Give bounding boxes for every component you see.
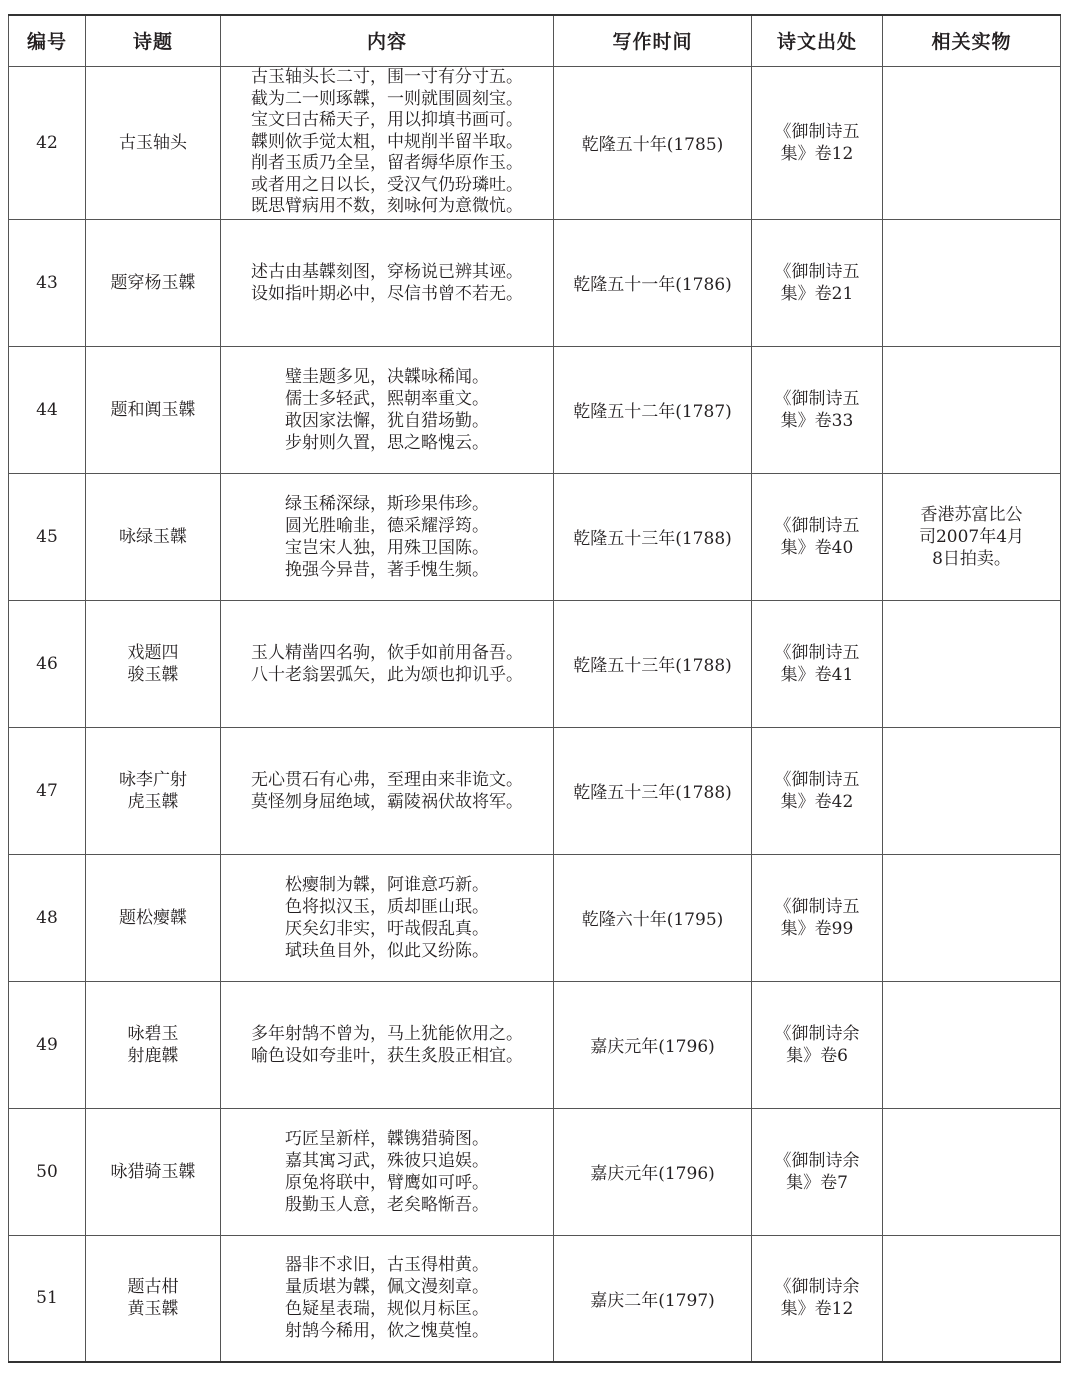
cell-source-text [775, 1023, 860, 1067]
cell-poem-title [86, 981, 221, 1108]
cell-poem-title-text [128, 1023, 179, 1067]
poem-line: 挽强今异昔，著手愧生频。 [285, 559, 489, 580]
cell-source [752, 346, 883, 473]
cell-related-artifact [883, 346, 1061, 473]
cell-poem-title [86, 600, 221, 727]
cell-writing-time: 乾隆五十二年(1787) [554, 346, 752, 473]
poem-line: 截为二一则琢韘，一则就围圆刻宝。 [251, 88, 523, 109]
poem-line: 殷勤玉人意，老矣略惭吾。 [285, 1194, 489, 1215]
poem-line: 既思臂病用不数，刻咏何为意微忼。 [251, 196, 523, 217]
cell-source [752, 981, 883, 1108]
source-line: 集》卷21 [780, 283, 854, 304]
cell-source [752, 473, 883, 600]
title-line: 射鹿韘 [127, 1045, 179, 1066]
cell-poem-title [86, 66, 221, 219]
table-row [9, 219, 1061, 346]
table-row [9, 473, 1061, 600]
header-poem-title: 诗题 [86, 15, 221, 66]
cell-source-text [775, 515, 860, 559]
cell-content [221, 1235, 554, 1362]
cell-writing-time: 嘉庆二年(1797) [554, 1235, 752, 1362]
cell-poem-title [86, 473, 221, 600]
title-line: 咏绿玉韘 [119, 526, 187, 547]
cell-poem-title-text [119, 907, 187, 929]
cell-source-text [775, 642, 860, 686]
cell-content-text [251, 1023, 523, 1067]
cell-poem-title-text [111, 272, 196, 294]
cell-content-text [251, 769, 523, 813]
cell-source [752, 1108, 883, 1235]
source-line: 《御制诗五 [774, 515, 860, 536]
poem-line: 厌矣幻非实，吁哉假乱真。 [285, 918, 489, 939]
header-row [9, 15, 1061, 66]
poem-line: 莫怪刎身屈绝域，霸陵祸伏故将军。 [251, 791, 523, 812]
poem-line: 步射则久置，思之略愧云。 [285, 432, 489, 453]
cell-content-text [285, 874, 489, 962]
title-line: 虎玉韘 [127, 791, 179, 812]
cell-writing-time: 嘉庆元年(1796) [554, 981, 752, 1108]
cell-content [221, 727, 554, 854]
cell-writing-time: 乾隆六十年(1795) [554, 854, 752, 981]
cell-related-artifact-text [919, 504, 1024, 570]
artifact-line: 司2007年4月 [918, 526, 1025, 547]
poem-line: 圆光胜喻韭，德采耀浮筠。 [285, 515, 489, 536]
poem-line: 或者用之日以长，受汉气仍玢璘吐。 [251, 174, 523, 195]
poem-line: 璧圭题多见，决韘咏稀闻。 [285, 366, 489, 387]
source-line: 《御制诗五 [774, 261, 860, 282]
cell-number: 51 [9, 1235, 86, 1362]
source-line: 集》卷12 [780, 143, 854, 164]
poem-line: 色疑星表瑞，规似月标匡。 [285, 1299, 489, 1320]
cell-poem-title-text [111, 1161, 196, 1183]
title-line: 骏玉韘 [127, 664, 179, 685]
source-line: 《御制诗余 [774, 1023, 860, 1044]
cell-source-text [775, 121, 860, 165]
source-line: 集》卷99 [780, 918, 854, 939]
table-row [9, 66, 1061, 219]
source-line: 集》卷12 [780, 1299, 854, 1320]
cell-related-artifact [883, 981, 1061, 1108]
source-line: 集》卷6 [786, 1045, 848, 1066]
cell-source-text [775, 261, 860, 305]
cell-related-artifact [883, 219, 1061, 346]
source-line: 《御制诗五 [774, 896, 860, 917]
cell-content [221, 473, 554, 600]
header-related-artifact: 相关实物 [883, 15, 1061, 66]
cell-number: 42 [9, 66, 86, 219]
poem-line: 宝文曰古稀天子，用以抑填书画可。 [251, 110, 523, 131]
cell-source [752, 219, 883, 346]
cell-content [221, 219, 554, 346]
poem-line: 设如指叶期必中，尽信书曾不若无。 [251, 283, 523, 304]
cell-poem-title [86, 727, 221, 854]
cell-writing-time: 乾隆五十一年(1786) [554, 219, 752, 346]
cell-content [221, 346, 554, 473]
title-line: 题穿杨玉韘 [110, 272, 196, 293]
poem-line: 宝岂宋人独，用殊卫国陈。 [285, 537, 489, 558]
title-line: 戏题四 [127, 642, 179, 663]
poem-line: 削者玉质乃全呈，留者缛华原作玉。 [251, 153, 523, 174]
source-line: 《御制诗五 [774, 642, 860, 663]
title-line: 咏李广射 [119, 769, 187, 790]
cell-source-text [775, 1150, 860, 1194]
poem-line: 儒士多轻武，熙朝率重文。 [285, 388, 489, 409]
cell-related-artifact [883, 854, 1061, 981]
cell-poem-title [86, 219, 221, 346]
cell-poem-title-text [128, 1276, 179, 1320]
cell-content [221, 981, 554, 1108]
poem-line: 器非不求旧，古玉得柑黄。 [285, 1255, 489, 1276]
title-line: 咏碧玉 [127, 1023, 179, 1044]
cell-related-artifact [883, 473, 1061, 600]
header-source: 诗文出处 [752, 15, 883, 66]
source-line: 《御制诗五 [774, 388, 860, 409]
cell-poem-title-text [128, 642, 179, 686]
table-body [9, 66, 1061, 1362]
cell-source-text [775, 388, 860, 432]
poem-line: 色将拟汉玉，质却匪山珉。 [285, 896, 489, 917]
cell-number: 46 [9, 600, 86, 727]
cell-source [752, 1235, 883, 1362]
table-row [9, 1235, 1061, 1362]
cell-writing-time: 乾隆五十三年(1788) [554, 727, 752, 854]
cell-related-artifact [883, 66, 1061, 219]
cell-writing-time: 乾隆五十三年(1788) [554, 600, 752, 727]
cell-content [221, 1108, 554, 1235]
cell-related-artifact [883, 727, 1061, 854]
cell-poem-title-text [119, 769, 187, 813]
cell-related-artifact [883, 1235, 1061, 1362]
poem-line: 珷玞鱼目外，似此又纷陈。 [285, 940, 489, 961]
poem-line: 松瘿制为韘，阿谁意巧新。 [285, 874, 489, 895]
artifact-line: 8日拍卖。 [932, 548, 1011, 569]
cell-source-text [775, 896, 860, 940]
header-writing-time: 写作时间 [554, 15, 752, 66]
source-line: 《御制诗余 [774, 1150, 860, 1171]
cell-content [221, 66, 554, 219]
poem-line: 原兔将联中，臂鹰如可呼。 [285, 1172, 489, 1193]
poem-line: 无心贯石有心弗，至理由来非诡文。 [251, 769, 523, 790]
cell-writing-time: 嘉庆元年(1796) [554, 1108, 752, 1235]
table-row [9, 600, 1061, 727]
title-line: 黄玉韘 [127, 1299, 179, 1320]
header-number: 编号 [9, 15, 86, 66]
cell-related-artifact [883, 600, 1061, 727]
source-line: 《御制诗余 [774, 1277, 860, 1298]
cell-source-text [775, 1276, 860, 1320]
cell-number: 43 [9, 219, 86, 346]
poem-line: 古玉轴头长二寸，围一寸有分寸五。 [251, 67, 523, 88]
poem-line: 玉人精凿四名驹，佽手如前用备吾。 [251, 642, 523, 663]
poem-line: 巧匠呈新样，韘镌猎骑图。 [285, 1128, 489, 1149]
table-row [9, 1108, 1061, 1235]
poem-line: 量质堪为韘，佩文漫刻章。 [285, 1277, 489, 1298]
cell-number: 48 [9, 854, 86, 981]
poem-line: 绿玉稀深绿，斯珍果伟珍。 [285, 493, 489, 514]
cell-content [221, 600, 554, 727]
title-line: 咏猎骑玉韘 [110, 1161, 196, 1182]
cell-number: 50 [9, 1108, 86, 1235]
table-row [9, 346, 1061, 473]
cell-number: 47 [9, 727, 86, 854]
poem-line: 多年射鹄不曾为，马上犹能佽用之。 [251, 1023, 523, 1044]
source-line: 集》卷42 [780, 791, 854, 812]
source-line: 《御制诗五 [774, 121, 860, 142]
title-line: 题古柑 [127, 1277, 179, 1298]
source-line: 《御制诗五 [774, 769, 860, 790]
poem-line: 喻色设如夸韭叶，获生炙股正相宜。 [251, 1045, 523, 1066]
cell-content-text [251, 67, 523, 218]
cell-source [752, 600, 883, 727]
cell-writing-time: 乾隆五十三年(1788) [554, 473, 752, 600]
source-line: 集》卷40 [780, 537, 854, 558]
table-row [9, 981, 1061, 1108]
poem-line: 敢因家法懈，犹自猎场勤。 [285, 410, 489, 431]
poem-line: 韘则佽手觉太粗，中规削半留半取。 [251, 131, 523, 152]
poem-line: 述古由基韘刻图，穿杨说已辨其诬。 [251, 261, 523, 282]
cell-poem-title-text [119, 132, 187, 154]
poem-line: 八十老翁罢弧矢，此为颂也抑讥乎。 [251, 664, 523, 685]
cell-source [752, 854, 883, 981]
cell-number: 45 [9, 473, 86, 600]
title-line: 题松瘿韘 [119, 907, 187, 928]
title-line: 古玉轴头 [119, 132, 187, 153]
cell-content-text [285, 366, 489, 454]
cell-number: 44 [9, 346, 86, 473]
poem-line: 嘉其寓习武，殊彼只追娱。 [285, 1150, 489, 1171]
cell-source-text [775, 769, 860, 813]
cell-source [752, 727, 883, 854]
header-content: 内容 [221, 15, 554, 66]
title-line: 题和阗玉韘 [110, 399, 196, 420]
source-line: 集》卷33 [780, 410, 854, 431]
table-row [9, 854, 1061, 981]
artifact-line: 香港苏富比公 [920, 504, 1023, 525]
cell-related-artifact [883, 1108, 1061, 1235]
cell-poem-title [86, 1235, 221, 1362]
cell-poem-title [86, 854, 221, 981]
cell-content-text [285, 1128, 489, 1216]
cell-poem-title [86, 346, 221, 473]
poem-table [8, 14, 1061, 1363]
cell-writing-time: 乾隆五十年(1785) [554, 66, 752, 219]
cell-poem-title [86, 1108, 221, 1235]
source-line: 集》卷41 [780, 664, 854, 685]
cell-content-text [285, 493, 489, 581]
source-line: 集》卷7 [786, 1172, 848, 1193]
cell-poem-title-text [111, 399, 196, 421]
cell-content-text [285, 1254, 489, 1342]
cell-poem-title-text [119, 526, 187, 548]
cell-content-text [251, 642, 523, 686]
cell-content-text [251, 261, 523, 305]
cell-source [752, 66, 883, 219]
poem-line: 射鹄今稀用，佽之愧莫惶。 [285, 1321, 489, 1342]
cell-number: 49 [9, 981, 86, 1108]
table-row [9, 727, 1061, 854]
cell-content [221, 854, 554, 981]
